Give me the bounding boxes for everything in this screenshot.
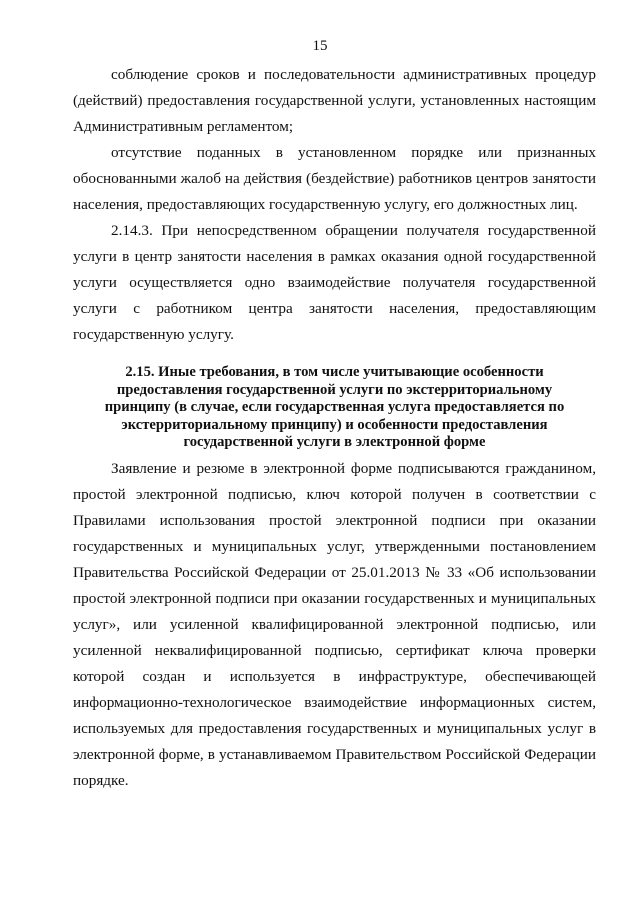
paragraph-electronic-signature: Заявление и резюме в электронной форме подписываются гражданином, простой электронной подписью, ключ которой получен в соответствии с Правилами использования простой электронной подписи при оказании государственных и муниципальных услуг, утвержденными постановлением Правительства Российской Федерации от 25.01.2013 № 33 «Об использовании простой электронной подписи при оказании государственных и муниципальных услуг», или усиленной квалифицированной электронной подписью, или усиленной неквалифицированной подписью, сертификат ключа проверки которой создан и используется в инфраструктуре, обеспечивающей информационно-технологическое взаимодействие информационных систем, используемых для предоставления государственных и муниципальных услуг в электронной форме, в устанавливаемом Правительством Российской Федерации порядке. (73, 459, 596, 789)
page-number: 15 (312, 38, 328, 54)
paragraph-complaints: отсутствие поданных в установленном порядке или признанных обоснованными жалоб на действия (бездействие) работников центров занятости населения, предоставляющих государственную услугу, его должностных лиц. (73, 144, 596, 213)
section-heading-2-15: 2.15. Иные требования, в том числе учитывающие особенности предоставления государственной услуги по экстерриториальному принципу (в случае, если государственная услуга предоставляется по экстерриториальному принципу) и особенности предоставления государственной услуги в электронной форме (104, 364, 565, 451)
paragraph-deadlines: соблюдение сроков и последовательности административных процедур (действий) предоставления государственной услуги, установленных настоящим Административным регламентом; (73, 66, 596, 135)
paragraph-2-14-3: 2.14.3. При непосредственном обращении получателя государственной услуги в центр занятости населения в рамках оказания одной государственной услуги осуществляется одно взаимодействие получателя государственной услуги с работником центра занятости населения, предоставляющим государственную услугу. (73, 222, 596, 343)
page-content (73, 62, 596, 794)
